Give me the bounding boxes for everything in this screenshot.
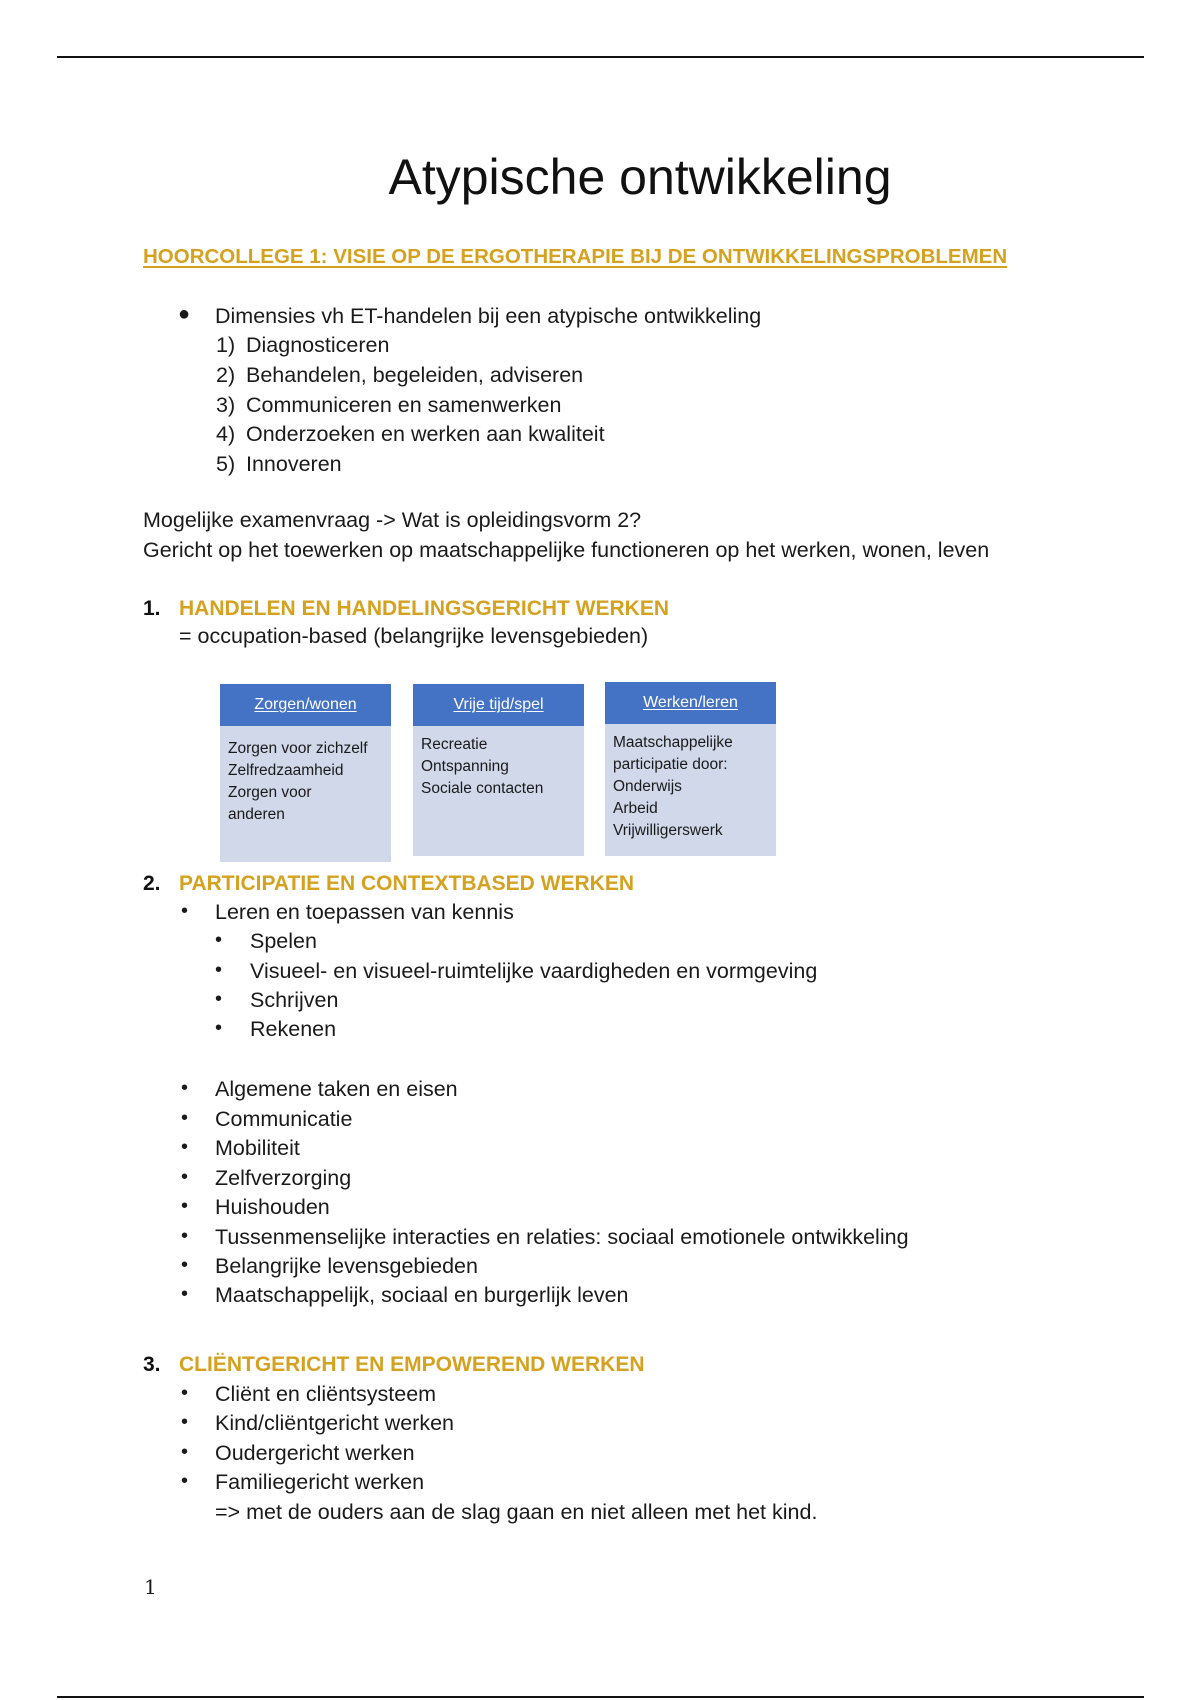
list-item: Algemene taken en eisen	[215, 1077, 458, 1101]
domain-box-leisure	[413, 684, 584, 856]
domain-box-line: anderen	[228, 806, 285, 823]
domain-box-body	[220, 726, 391, 862]
domain-box-line: Zorgen voor zichzelf	[228, 740, 368, 757]
dimension-text: Onderzoeken en werken aan kwaliteit	[246, 422, 605, 446]
bullet-icon: •	[181, 1225, 189, 1247]
domain-box-body	[605, 724, 776, 856]
bullet-icon: •	[181, 1077, 189, 1099]
footer-rule	[57, 1696, 1144, 1698]
section-number: 2.	[143, 872, 161, 895]
list-item: Kind/cliëntgericht werken	[215, 1411, 455, 1435]
list-item: Cliënt en cliëntsysteem	[215, 1382, 437, 1406]
bullet-icon: •	[181, 1136, 189, 1158]
dimension-num: 5)	[216, 452, 236, 476]
section-title: HANDELEN EN HANDELINGSGERICHT WERKEN	[179, 597, 670, 620]
list-item: Huishouden	[215, 1195, 330, 1219]
dimension-num: 4)	[216, 422, 236, 446]
bullet-icon: •	[181, 1470, 189, 1492]
list-item: Familiegericht werken	[215, 1470, 425, 1494]
page-number: 1	[144, 1575, 157, 1599]
domain-box-line: Zelfredzaamheid	[228, 762, 344, 779]
exam-question: Mogelijke examenvraag -> Wat is opleidingsvorm 2?	[143, 508, 642, 532]
domain-box-work	[605, 682, 776, 856]
intro-bullet: Dimensies vh ET-handelen bij een atypische ontwikkeling	[215, 304, 762, 328]
list-item: Communicatie	[215, 1107, 353, 1131]
bullet-icon: •	[215, 929, 223, 951]
list-item: Maatschappelijk, sociaal en burgerlijk leven	[215, 1283, 629, 1307]
dimension-text: Communiceren en samenwerken	[246, 393, 562, 417]
section-subtitle: = occupation-based (belangrijke levensgebieden)	[179, 624, 649, 648]
bullet-icon: •	[181, 1195, 189, 1217]
bullet-icon: •	[181, 900, 189, 922]
list-item: Mobiliteit	[215, 1136, 300, 1160]
exam-answer: Gericht op het toewerken op maatschappelijke functioneren op het werken, wonen, leven	[143, 538, 990, 562]
domain-box-line: Recreatie	[421, 736, 488, 753]
list-item: Tussenmenselijke interacties en relaties: sociaal emotionele ontwikkeling	[215, 1225, 909, 1249]
bullet-icon: •	[215, 1017, 223, 1039]
dimension-num: 2)	[216, 363, 236, 387]
section-number: 1.	[143, 597, 161, 620]
domain-box-header: Vrije tijd/spel	[413, 684, 584, 726]
list-item: Leren en toepassen van kennis	[215, 900, 514, 924]
bullet-icon: ●	[178, 303, 191, 325]
bullet-icon: •	[215, 959, 223, 981]
domain-box-header: Werken/leren	[605, 682, 776, 724]
domain-box-line: Zorgen voor	[228, 784, 312, 801]
section-number: 3.	[143, 1353, 161, 1376]
domain-box-line: Sociale contacten	[421, 780, 544, 797]
domain-box-line: participatie door:	[613, 756, 728, 773]
domain-box-body	[413, 726, 584, 856]
domain-box-line: Maatschappelijke	[613, 734, 733, 751]
dimension-num: 3)	[216, 393, 236, 417]
sub-list-item: Schrijven	[250, 988, 339, 1012]
bullet-icon: •	[181, 1411, 189, 1433]
list-item-note: => met de ouders aan de slag gaan en niet alleen met het kind.	[215, 1500, 818, 1524]
domain-box-line: Vrijwilligerswerk	[613, 822, 723, 839]
section-title: PARTICIPATIE EN CONTEXTBASED WERKEN	[179, 872, 635, 895]
header-rule	[57, 56, 1144, 58]
bullet-icon: •	[181, 1382, 189, 1404]
domain-box-care	[220, 684, 391, 862]
sub-list-item: Spelen	[250, 929, 317, 953]
domain-box-line: Ontspanning	[421, 758, 509, 775]
bullet-icon: •	[181, 1166, 189, 1188]
bullet-icon: •	[181, 1254, 189, 1276]
bullet-icon: •	[215, 988, 223, 1010]
dimension-text: Innoveren	[246, 452, 342, 476]
domain-box-header: Zorgen/wonen	[220, 684, 391, 726]
lecture-heading: HOORCOLLEGE 1: VISIE OP DE ERGOTHERAPIE BIJ DE ONTWIKKELINGSPROBLEMEN	[143, 245, 1008, 268]
domain-box-line: Onderwijs	[613, 778, 682, 795]
dimension-num: 1)	[216, 333, 236, 357]
sub-list-item: Rekenen	[250, 1017, 337, 1041]
bullet-icon: •	[181, 1441, 189, 1463]
domain-box-line: Arbeid	[613, 800, 658, 817]
dimension-text: Behandelen, begeleiden, adviseren	[246, 363, 584, 387]
bullet-icon: •	[181, 1283, 189, 1305]
list-item: Belangrijke levensgebieden	[215, 1254, 478, 1278]
document-title: Atypische ontwikkeling	[388, 149, 892, 205]
list-item: Oudergericht werken	[215, 1441, 415, 1465]
section-title: CLIËNTGERICHT EN EMPOWEREND WERKEN	[179, 1353, 645, 1376]
dimension-text: Diagnosticeren	[246, 333, 390, 357]
list-item: Zelfverzorging	[215, 1166, 352, 1190]
sub-list-item: Visueel- en visueel-ruimtelijke vaardigheden en vormgeving	[250, 959, 818, 983]
bullet-icon: •	[181, 1107, 189, 1129]
